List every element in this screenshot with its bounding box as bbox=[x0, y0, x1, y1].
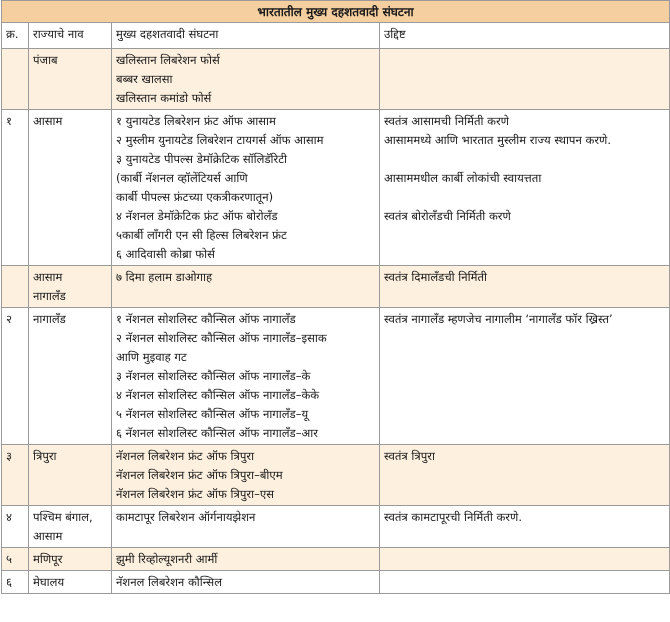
organizations-cell-line: २ नॅशनल सोशलिस्ट कौन्सिल ऑफ नागालॅंड–इसाक bbox=[116, 331, 327, 345]
organizations-cell-line: २ मुस्लीम युनायटेड लिबरेशन टायगर्स ऑफ आसाम bbox=[116, 133, 324, 147]
organizations-cell-line: ३ नॅशनल सोशलिस्ट कौन्सिल ऑफ नागालॅंड–के bbox=[116, 369, 311, 383]
spacer bbox=[33, 89, 107, 108]
objective-cell-line: आसाममधील कार्बी लोकांची स्वायत्तता bbox=[384, 171, 542, 185]
organizations-cell-line: (कार्बी नॅशनल व्हॉलेंटियर्स आणि bbox=[116, 171, 248, 185]
objective-cell-line: स्वतंत्र दिमालॅंडची निर्मिती bbox=[384, 270, 488, 284]
spacer bbox=[33, 70, 107, 89]
spacer bbox=[33, 131, 107, 150]
table-row bbox=[2, 49, 670, 110]
table-row bbox=[2, 445, 670, 506]
organizations-cell bbox=[112, 308, 380, 445]
table-row bbox=[2, 548, 670, 571]
row-number: ६ bbox=[2, 571, 29, 594]
organizations-cell-line: ५ नॅशनल सोशलिस्ट कौन्सिल ऑफ नागालॅंड–यू bbox=[116, 407, 309, 421]
spacer bbox=[384, 150, 665, 169]
objective-cell-line: स्वतंत्र आसामची निर्मिती करणे bbox=[384, 114, 509, 128]
state-cell-line: आसाम bbox=[33, 114, 63, 128]
spacer bbox=[33, 348, 107, 367]
objective-cell-line: स्वतंत्र त्रिपुरा bbox=[384, 449, 435, 463]
table-row bbox=[2, 571, 670, 594]
state-cell-line: पंजाब bbox=[33, 53, 58, 67]
row-number bbox=[2, 266, 29, 308]
state-cell bbox=[29, 308, 112, 445]
objective-cell bbox=[380, 49, 670, 110]
state-cell-line: आसाम bbox=[33, 270, 63, 284]
spacer bbox=[33, 367, 107, 386]
objective-cell bbox=[380, 266, 670, 308]
state-cell bbox=[29, 548, 112, 571]
organizations-cell-line: ५कार्बी लॉंगरी एन सी हिल्स लिबरेशन फ्रंट bbox=[116, 228, 287, 242]
header-row bbox=[2, 23, 670, 49]
state-cell-line: पश्चिम बंगाल, bbox=[33, 510, 93, 524]
organizations-cell-line: कार्बी पीपल्स फ्रंटच्या एकत्रीकरणातून) bbox=[116, 190, 274, 204]
spacer bbox=[116, 527, 375, 546]
state-cell bbox=[29, 266, 112, 308]
organizations-cell-line: १ नॅशनल सोशलिस्ट कौन्सिल ऑफ नागालॅंड bbox=[116, 312, 296, 326]
organizations-cell-line: ३ युनायटेड पीपल्स डेमॉक्रेटिक सॉलिडॅरिटी bbox=[116, 152, 287, 166]
table-row bbox=[2, 266, 670, 308]
spacer bbox=[33, 405, 107, 424]
objective-cell-line: स्वतंत्र बोरोलॅंडची निर्मिती करणे bbox=[384, 209, 511, 223]
spacer bbox=[33, 466, 107, 485]
spacer bbox=[33, 207, 107, 226]
state-cell-line: त्रिपुरा bbox=[33, 449, 57, 463]
spacer bbox=[33, 245, 107, 264]
state-cell-line: मेघालय bbox=[33, 575, 65, 589]
table-row bbox=[2, 506, 670, 548]
organizations-cell-line: नॅशनल लिबरेशन कौन्सिल bbox=[116, 575, 223, 589]
table-body bbox=[2, 49, 670, 594]
organizations-cell bbox=[112, 266, 380, 308]
state-cell-line: आसाम bbox=[33, 529, 63, 543]
objective-cell bbox=[380, 571, 670, 594]
objective-cell bbox=[380, 506, 670, 548]
organizations-cell-line: बब्बर खालसा bbox=[116, 72, 173, 86]
organizations-cell bbox=[112, 49, 380, 110]
spacer bbox=[33, 150, 107, 169]
row-number: १ bbox=[2, 110, 29, 266]
organizations-cell-line: नॅशनल लिबरेशन फ्रंट ऑफ त्रिपुरा bbox=[116, 449, 255, 463]
header-organizations: मुख्य दहशतवादी संघटना bbox=[112, 23, 380, 49]
state-cell-line: नागालॅंड bbox=[33, 289, 66, 303]
organizations-cell bbox=[112, 571, 380, 594]
table-title: भारतातील मुख्य दहशतवादी संघटना bbox=[2, 1, 670, 23]
row-number bbox=[2, 49, 29, 110]
organizations-cell-line: आणि मुइवाह गट bbox=[116, 350, 187, 364]
state-cell bbox=[29, 445, 112, 506]
objective-cell-line: स्वतंत्र नागालॅंड म्हणजेच नागालीम ‘नागालॅंड फॉर ख्रिस्त’ bbox=[384, 312, 613, 326]
spacer bbox=[33, 329, 107, 348]
objective-cell bbox=[380, 308, 670, 445]
spacer bbox=[33, 188, 107, 207]
organizations-cell-line: ७ दिमा हलाम डाओगाह bbox=[116, 270, 213, 284]
organizations-cell-line: खलिस्तान कमांडो फोर्स bbox=[116, 91, 212, 105]
objective-cell-line: स्वतंत्र कामटापूरची निर्मिती करणे. bbox=[384, 510, 522, 524]
organizations-cell-line: ६ आदिवासी कोब्रा फोर्स bbox=[116, 247, 215, 261]
organizations-cell bbox=[112, 445, 380, 506]
state-cell bbox=[29, 506, 112, 548]
spacer bbox=[33, 485, 107, 504]
organizations-cell-line: नॅशनल लिबरेशन फ्रंट ऑफ त्रिपुरा–बीएम bbox=[116, 468, 283, 482]
row-number: ५ bbox=[2, 548, 29, 571]
organizations-cell-line: ४ नॅशनल सोशलिस्ट कौन्सिल ऑफ नागालॅंड–केके bbox=[116, 388, 320, 402]
spacer bbox=[33, 226, 107, 245]
organizations-cell bbox=[112, 506, 380, 548]
row-number: ४ bbox=[2, 506, 29, 548]
terror-organizations-table bbox=[1, 0, 670, 594]
spacer bbox=[116, 287, 375, 306]
organizations-cell-line: खलिस्तान लिबरेशन फोर्स bbox=[116, 53, 220, 67]
objective-cell bbox=[380, 548, 670, 571]
organizations-cell-line: १ युनायटेड लिबरेशन फ्रंट ऑफ आसाम bbox=[116, 114, 276, 128]
spacer bbox=[33, 386, 107, 405]
row-number: ३ bbox=[2, 445, 29, 506]
objective-cell-line: आसाममध्ये आणि भारतात मुस्लीम राज्य स्थापन करणे. bbox=[384, 133, 612, 147]
organizations-cell-line: कामटापूर लिबरेशन ऑर्गनायझेशन bbox=[116, 510, 256, 524]
spacer bbox=[33, 169, 107, 188]
header-objective: उद्दिष्ट bbox=[380, 23, 670, 49]
state-cell-line: नागालॅंड bbox=[33, 312, 66, 326]
organizations-cell-line: ४ नॅशनल डेमॉक्रेटिक फ्रंट ऑफ बोरोलॅंड bbox=[116, 209, 278, 223]
table-row bbox=[2, 308, 670, 445]
objective-cell bbox=[380, 445, 670, 506]
table-row bbox=[2, 110, 670, 266]
header-number: क्र. bbox=[2, 23, 29, 49]
organizations-cell-line: झुमी रिव्होल्यूशनरी आर्मी bbox=[116, 552, 218, 566]
organizations-cell bbox=[112, 110, 380, 266]
organizations-cell-line: नॅशनल लिबरेशन फ्रंट ऑफ त्रिपुरा–एस bbox=[116, 487, 274, 501]
state-cell-line: मणिपूर bbox=[33, 552, 63, 566]
objective-cell bbox=[380, 110, 670, 266]
row-number: २ bbox=[2, 308, 29, 445]
organizations-cell-line: ६ नॅशनल सोशलिस्ट कौन्सिल ऑफ नागालॅंड–आर bbox=[116, 426, 318, 440]
spacer bbox=[384, 188, 665, 207]
state-cell bbox=[29, 571, 112, 594]
header-state: राज्याचे नाव bbox=[29, 23, 112, 49]
organizations-cell bbox=[112, 548, 380, 571]
state-cell bbox=[29, 49, 112, 110]
spacer bbox=[33, 424, 107, 443]
state-cell bbox=[29, 110, 112, 266]
